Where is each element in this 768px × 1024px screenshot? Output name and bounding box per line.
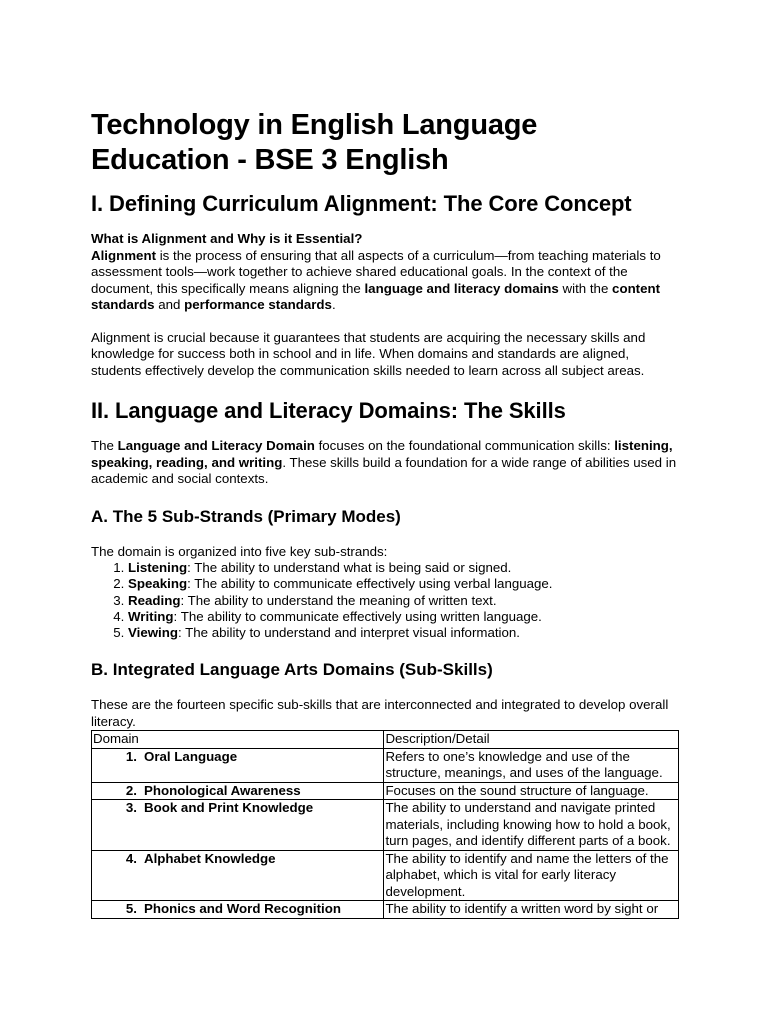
alignment-definition-paragraph (91, 248, 681, 314)
table-header-cell: Domain (92, 731, 384, 749)
language-literacy-domain-term: Language and Literacy Domain (117, 438, 315, 453)
domain-intro-text-2: focuses on the foundational communication skills: (314, 438, 615, 453)
sub-strands-heading: A. The 5 Sub-Strands (Primary Modes) (91, 506, 401, 526)
alignment-importance-paragraph: Alignment is crucial because it guarantees that students are acquiring the necessary skills and knowledge for success both in school and in life. When domains and standards are aligned, students effectively develop the communication skills needed to learn across all subject areas. (91, 329, 646, 378)
table-row (92, 901, 679, 919)
list-item (128, 576, 681, 592)
list-item-desc: : The ability to understand what is being said or signed. (187, 560, 512, 575)
table-cell-domain (92, 850, 384, 901)
domain-number: 4. (125, 850, 137, 866)
alignment-text-4: . (331, 297, 336, 312)
performance-standards-term: performance standards (184, 297, 332, 312)
alignment-term: Alignment (91, 247, 157, 263)
table-cell-description: The ability to identify and name the letters of the alphabet, which is vital for early literacy development. (384, 850, 679, 901)
alignment-question-text: What is Alignment and Why is it Essential? (91, 231, 363, 246)
table-cell-domain (92, 800, 384, 851)
table-row (92, 800, 679, 851)
domain-number: 3. (125, 800, 137, 816)
table-cell-description: The ability to identify a written word by sight or (384, 901, 679, 919)
table-header-cell: Description/Detail (384, 731, 679, 749)
domain-name: Oral Language (144, 748, 238, 764)
list-item (128, 609, 681, 625)
table-cell-description: Focuses on the sound structure of language. (384, 782, 679, 800)
domain-name: Phonics and Word Recognition (144, 901, 341, 917)
list-item-desc: : The ability to understand and interpret visual information. (178, 625, 520, 641)
list-item (128, 560, 681, 576)
list-item-desc: : The ability to communicate effectively using verbal language. (187, 576, 553, 592)
table-cell-description: Refers to one’s knowledge and use of the structure, meanings, and uses of the language. (384, 748, 679, 782)
domain-name: Alphabet Knowledge (144, 850, 276, 866)
table-row (92, 748, 679, 782)
domain-intro-paragraph (91, 438, 681, 488)
table-header-row (92, 731, 679, 749)
alignment-text-2: with the (558, 280, 613, 296)
sub-strands-list (91, 560, 681, 641)
list-item-term: Viewing (128, 625, 178, 641)
domain-name: Book and Print Knowledge (144, 800, 314, 816)
document-page (91, 108, 681, 919)
table-cell-domain (92, 748, 384, 782)
domain-number: 5. (125, 901, 137, 917)
domains-table (91, 730, 679, 919)
table-cell-domain (92, 901, 384, 919)
list-item-desc: : The ability to communicate effectively using written language. (173, 608, 542, 624)
list-item (128, 625, 681, 641)
domain-name: Phonological Awareness (144, 782, 301, 798)
alignment-text-1: is the process of ensuring that all aspects of a curriculum—from teaching materials to assessment tools—work together to achieve shared educational goals. In the context of the document, this specifically means aligning the (91, 247, 661, 296)
list-item-term: Speaking (128, 576, 188, 592)
domain-intro-text-1: The (91, 438, 118, 453)
list-item-term: Listening (128, 560, 188, 575)
table-cell-domain (92, 782, 384, 800)
integrated-domains-heading: B. Integrated Language Arts Domains (Sub-Skills) (91, 660, 493, 680)
domain-intro-text-3: . These skills build a foundation for a wide range of abilities used in academic and social contexts. (91, 454, 677, 486)
four-skills-term: listening, speaking, reading, and writing (91, 438, 673, 470)
domain-number: 1. (125, 748, 137, 764)
section-1-heading: I. Defining Curriculum Alignment: The Core Concept (91, 191, 632, 216)
section-2-heading: II. Language and Literacy Domains: The Skills (91, 398, 566, 423)
language-literacy-domains-term: language and literacy domains (364, 280, 559, 296)
table-cell-description: The ability to understand and navigate printed materials, including knowing how to hold a book, turn pages, and identify different parts of a book. (384, 800, 679, 851)
document-title: Technology in English Language Education - BSE 3 English (91, 109, 538, 176)
list-item (128, 593, 681, 609)
sub-strands-intro: The domain is organized into five key sub-strands: (91, 543, 388, 559)
list-item-desc: : The ability to understand the meaning of written text. (180, 592, 497, 608)
list-item-term: Reading (128, 592, 181, 608)
integrated-domains-intro: These are the fourteen specific sub-skills that are interconnected and integrated to develop overall literacy. (91, 697, 669, 729)
domain-number: 2. (125, 782, 137, 798)
list-item-term: Writing (128, 608, 174, 624)
table-row (92, 850, 679, 901)
content-standards-term: content standards (91, 280, 661, 312)
alignment-text-3: and (154, 297, 185, 312)
alignment-question (91, 231, 681, 248)
table-row (92, 782, 679, 800)
